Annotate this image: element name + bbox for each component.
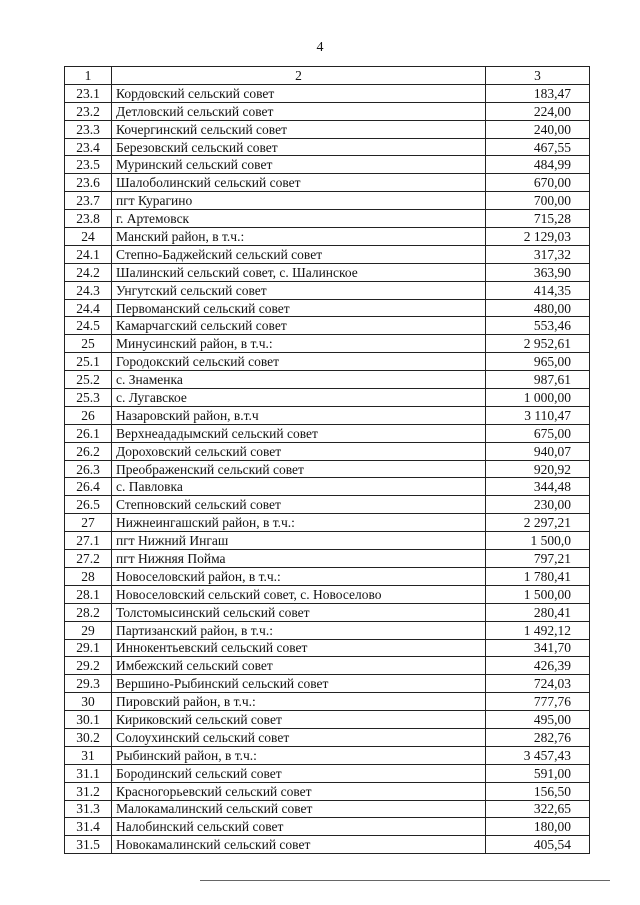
row-value: 1 500,0	[486, 532, 590, 550]
row-value: 920,92	[486, 460, 590, 478]
row-name: с. Лугавское	[112, 389, 486, 407]
row-number: 24.3	[65, 281, 112, 299]
table-row	[65, 693, 590, 711]
row-number: 31.3	[65, 800, 112, 818]
row-name: Березовский сельский совет	[112, 138, 486, 156]
row-value: 591,00	[486, 764, 590, 782]
row-name: Новоселовский район, в т.ч.:	[112, 567, 486, 585]
row-value: 240,00	[486, 120, 590, 138]
table-row	[65, 639, 590, 657]
row-name: Вершино-Рыбинский сельский совет	[112, 675, 486, 693]
row-value: 280,41	[486, 603, 590, 621]
table-body	[65, 84, 590, 853]
row-number: 25.3	[65, 389, 112, 407]
row-number: 31.2	[65, 782, 112, 800]
row-name: Шалоболинский сельский совет	[112, 174, 486, 192]
table-row	[65, 442, 590, 460]
table-row	[65, 84, 590, 102]
header-col-1: 1	[65, 67, 112, 85]
header-col-3: 3	[486, 67, 590, 85]
table-row	[65, 102, 590, 120]
row-value: 484,99	[486, 156, 590, 174]
row-name: г. Артемовск	[112, 210, 486, 228]
row-number: 28.2	[65, 603, 112, 621]
row-value: 965,00	[486, 353, 590, 371]
table-row	[65, 138, 590, 156]
row-value: 282,76	[486, 728, 590, 746]
row-number: 30	[65, 693, 112, 711]
table-row	[65, 585, 590, 603]
row-name: Детловский сельский совет	[112, 102, 486, 120]
row-number: 26.5	[65, 496, 112, 514]
table-row	[65, 496, 590, 514]
row-value: 156,50	[486, 782, 590, 800]
row-name: пгт Курагино	[112, 192, 486, 210]
row-number: 29.3	[65, 675, 112, 693]
row-number: 24	[65, 228, 112, 246]
row-number: 24.2	[65, 263, 112, 281]
row-value: 940,07	[486, 442, 590, 460]
row-name: Камарчагский сельский совет	[112, 317, 486, 335]
table-row	[65, 389, 590, 407]
row-value: 317,32	[486, 245, 590, 263]
row-number: 31.1	[65, 764, 112, 782]
table-row	[65, 299, 590, 317]
table-row	[65, 621, 590, 639]
table-row	[65, 711, 590, 729]
row-value: 2 952,61	[486, 335, 590, 353]
table-row	[65, 156, 590, 174]
row-number: 28	[65, 567, 112, 585]
table-row	[65, 764, 590, 782]
row-value: 675,00	[486, 424, 590, 442]
table-row	[65, 228, 590, 246]
table-row	[65, 406, 590, 424]
row-name: Иннокентьевский сельский совет	[112, 639, 486, 657]
row-name: Шалинский сельский совет, с. Шалинское	[112, 263, 486, 281]
row-name: Кириковский сельский совет	[112, 711, 486, 729]
row-number: 25	[65, 335, 112, 353]
row-value: 670,00	[486, 174, 590, 192]
row-number: 26.2	[65, 442, 112, 460]
table-row	[65, 210, 590, 228]
row-number: 30.2	[65, 728, 112, 746]
row-number: 27.1	[65, 532, 112, 550]
row-value: 715,28	[486, 210, 590, 228]
row-number: 28.1	[65, 585, 112, 603]
header-row	[65, 67, 590, 85]
table-row	[65, 657, 590, 675]
row-number: 24.1	[65, 245, 112, 263]
row-name: Дороховский сельский совет	[112, 442, 486, 460]
row-value: 414,35	[486, 281, 590, 299]
table-row	[65, 317, 590, 335]
row-number: 27.2	[65, 550, 112, 568]
row-value: 553,46	[486, 317, 590, 335]
header-col-2: 2	[112, 67, 486, 85]
row-name: с. Павловка	[112, 478, 486, 496]
table-row	[65, 281, 590, 299]
table-row	[65, 460, 590, 478]
table-row	[65, 424, 590, 442]
row-name: Партизанский район, в т.ч.:	[112, 621, 486, 639]
row-value: 700,00	[486, 192, 590, 210]
row-name: пгт Нижняя Пойма	[112, 550, 486, 568]
row-name: Солоухинский сельский совет	[112, 728, 486, 746]
row-name: Верхнеададымский сельский совет	[112, 424, 486, 442]
table-row	[65, 818, 590, 836]
row-name: Имбежский сельский совет	[112, 657, 486, 675]
table-row	[65, 567, 590, 585]
row-number: 27	[65, 514, 112, 532]
row-value: 724,03	[486, 675, 590, 693]
table-row	[65, 174, 590, 192]
row-number: 23.3	[65, 120, 112, 138]
table-row	[65, 836, 590, 854]
row-number: 26.4	[65, 478, 112, 496]
row-value: 363,90	[486, 263, 590, 281]
row-name: Степновский сельский совет	[112, 496, 486, 514]
row-value: 405,54	[486, 836, 590, 854]
row-number: 30.1	[65, 711, 112, 729]
row-name: Муринский сельский совет	[112, 156, 486, 174]
row-number: 24.5	[65, 317, 112, 335]
row-number: 23.6	[65, 174, 112, 192]
table-row	[65, 746, 590, 764]
row-name: Нижнеингашский район, в т.ч.:	[112, 514, 486, 532]
table-row	[65, 675, 590, 693]
row-name: Кордовский сельский совет	[112, 84, 486, 102]
table-row	[65, 800, 590, 818]
row-number: 23.4	[65, 138, 112, 156]
row-value: 1 000,00	[486, 389, 590, 407]
row-name: Назаровский район, в.т.ч	[112, 406, 486, 424]
row-value: 344,48	[486, 478, 590, 496]
row-name: Унгутский сельский совет	[112, 281, 486, 299]
row-name: Новокамалинский сельский совет	[112, 836, 486, 854]
row-name: Новоселовский сельский совет, с. Новоселово	[112, 585, 486, 603]
row-value: 797,21	[486, 550, 590, 568]
row-name: Толстомысинский сельский совет	[112, 603, 486, 621]
table-row	[65, 782, 590, 800]
table-row	[65, 371, 590, 389]
row-value: 426,39	[486, 657, 590, 675]
row-value: 480,00	[486, 299, 590, 317]
row-number: 23.2	[65, 102, 112, 120]
row-value: 2 129,03	[486, 228, 590, 246]
row-value: 777,76	[486, 693, 590, 711]
row-name: Налобинский сельский совет	[112, 818, 486, 836]
row-number: 29	[65, 621, 112, 639]
page-number: 4	[316, 40, 324, 55]
row-name: Манский район, в т.ч.:	[112, 228, 486, 246]
row-name: Кочергинский сельский совет	[112, 120, 486, 138]
row-number: 25.1	[65, 353, 112, 371]
row-value: 180,00	[486, 818, 590, 836]
row-number: 29.2	[65, 657, 112, 675]
row-number: 23.7	[65, 192, 112, 210]
row-number: 31	[65, 746, 112, 764]
row-name: Красногорьевский сельский совет	[112, 782, 486, 800]
row-name: Городокский сельский совет	[112, 353, 486, 371]
table-row	[65, 335, 590, 353]
row-value: 467,55	[486, 138, 590, 156]
row-name: Рыбинский район, в т.ч.:	[112, 746, 486, 764]
bottom-rule	[200, 880, 610, 881]
row-number: 24.4	[65, 299, 112, 317]
row-number: 23.5	[65, 156, 112, 174]
row-name: с. Знаменка	[112, 371, 486, 389]
row-name: Первоманский сельский совет	[112, 299, 486, 317]
row-name: Пировский район, в т.ч.:	[112, 693, 486, 711]
row-number: 31.5	[65, 836, 112, 854]
row-name: Степно-Баджейский сельский совет	[112, 245, 486, 263]
row-number: 26.1	[65, 424, 112, 442]
row-number: 23.1	[65, 84, 112, 102]
row-number: 23.8	[65, 210, 112, 228]
table-row	[65, 550, 590, 568]
table-row	[65, 514, 590, 532]
row-number: 26.3	[65, 460, 112, 478]
row-name: Минусинский район, в т.ч.:	[112, 335, 486, 353]
table-row	[65, 353, 590, 371]
row-name: Преображенский сельский совет	[112, 460, 486, 478]
data-table	[64, 66, 590, 854]
table-row	[65, 245, 590, 263]
row-name: пгт Нижний Ингаш	[112, 532, 486, 550]
row-value: 183,47	[486, 84, 590, 102]
table-row	[65, 728, 590, 746]
row-name: Малокамалинский сельский совет	[112, 800, 486, 818]
row-value: 1 500,00	[486, 585, 590, 603]
table-header	[65, 67, 590, 85]
row-value: 322,65	[486, 800, 590, 818]
row-value: 495,00	[486, 711, 590, 729]
row-value: 224,00	[486, 102, 590, 120]
table-row	[65, 478, 590, 496]
row-value: 3 110,47	[486, 406, 590, 424]
table-row	[65, 603, 590, 621]
row-number: 29.1	[65, 639, 112, 657]
row-value: 230,00	[486, 496, 590, 514]
row-value: 1 780,41	[486, 567, 590, 585]
row-value: 987,61	[486, 371, 590, 389]
row-number: 31.4	[65, 818, 112, 836]
table-row	[65, 192, 590, 210]
row-value: 3 457,43	[486, 746, 590, 764]
row-value: 341,70	[486, 639, 590, 657]
table-row	[65, 532, 590, 550]
row-value: 1 492,12	[486, 621, 590, 639]
row-number: 25.2	[65, 371, 112, 389]
table-row	[65, 263, 590, 281]
row-name: Бородинский сельский совет	[112, 764, 486, 782]
row-value: 2 297,21	[486, 514, 590, 532]
row-number: 26	[65, 406, 112, 424]
table-row	[65, 120, 590, 138]
